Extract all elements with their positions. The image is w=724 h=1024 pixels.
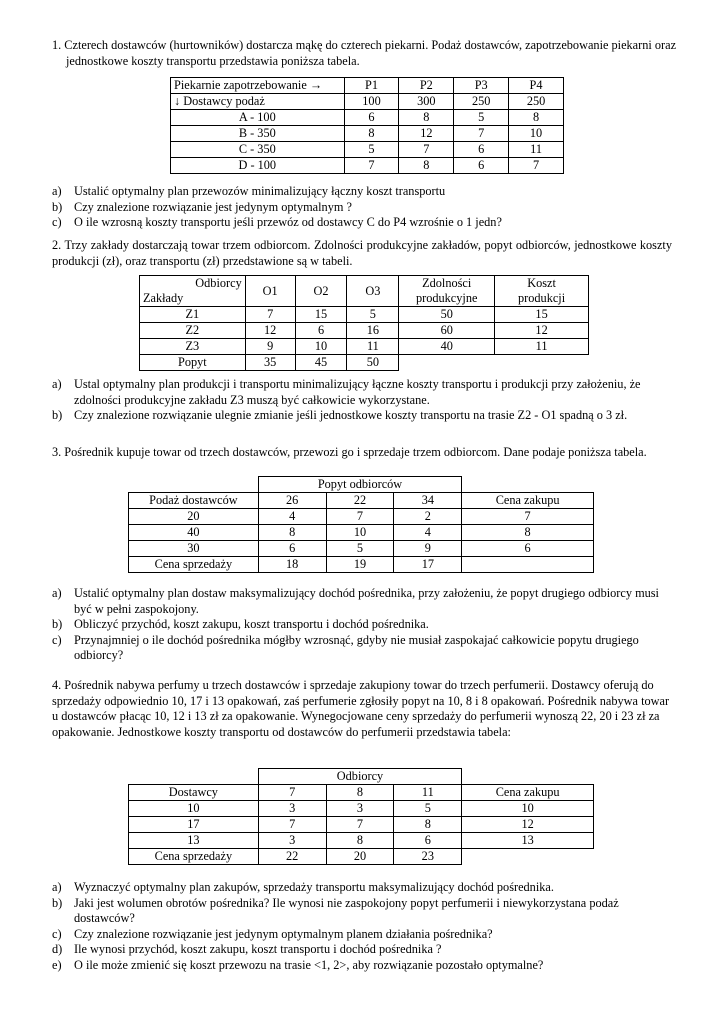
p2-row-label: Z2 bbox=[140, 323, 246, 339]
item-text: Ustal optymalny plan produkcji i transportu minimalizujący łączne koszty transportu i produkcji przy założeniu, że zdolności produkcyjne zakładu Z3 muszą być całkowicie wykorzystane. bbox=[74, 377, 641, 407]
p2-col: O1 bbox=[245, 276, 295, 307]
p1-cell: 5 bbox=[454, 110, 509, 126]
p3-purchase-price: 6 bbox=[462, 541, 594, 557]
p1-row-label: B - 350 bbox=[171, 126, 345, 142]
p1-cell: 10 bbox=[509, 126, 564, 142]
list-item bbox=[52, 927, 672, 943]
table-row bbox=[171, 142, 564, 158]
table-row bbox=[140, 323, 589, 339]
item-text: Czy znalezione rozwiązanie ulegnie zmianie jeśli jednostkowe koszty transportu na trasie Z2 - O1 spadną o 3 zł. bbox=[74, 408, 628, 423]
p1-demand: 100 bbox=[344, 94, 399, 110]
list-item bbox=[52, 633, 672, 664]
table-row bbox=[171, 126, 564, 142]
p3-cell: 2 bbox=[394, 509, 462, 525]
problem-1-intro: 1. Czterech dostawców (hurtowników) dostarcza mąkę do czterech piekarni. Podaż dostawców, zapotrzebowanie piekarni oraz jednostkowe koszty transportu przedstawia poniższa tabela. bbox=[52, 38, 677, 68]
p3-cell: 4 bbox=[394, 525, 462, 541]
p1-cell: 6 bbox=[454, 158, 509, 174]
p4-cell: 7 bbox=[258, 817, 326, 833]
problem-3-intro: 3. Pośrednik kupuje towar od trzech dostawców, przewozi go i sprzedaje trzem odbiorcom. Dane podaje poniższa tabela. bbox=[52, 445, 647, 459]
p2-cell: 9 bbox=[245, 339, 295, 355]
item-text: Ustalić optymalny plan dostaw maksymalizujący dochód pośrednika, przy założeniu, że popyt drugiego odbiorcy musi być w pełni zaspokojony. bbox=[74, 586, 659, 616]
p1-header-demand: Piekarnie zapotrzebowanie → bbox=[171, 78, 345, 94]
p2-col: O2 bbox=[295, 276, 347, 307]
item-letter: b) bbox=[52, 408, 63, 423]
p4-cell: 8 bbox=[394, 817, 462, 833]
p3-header-podaz: Podaż dostawców bbox=[129, 493, 259, 509]
item-letter: a) bbox=[52, 377, 62, 391]
p4-col: 8 bbox=[326, 785, 394, 801]
p1-cell: 7 bbox=[399, 142, 454, 158]
p2-header-produkcji: produkcji bbox=[495, 291, 589, 307]
p1-cell: 7 bbox=[509, 158, 564, 174]
p2-popyt: 35 bbox=[245, 355, 295, 371]
p1-row-label: A - 100 bbox=[171, 110, 345, 126]
p2-header-zdolnosci: Zdolności bbox=[399, 276, 495, 292]
p4-cell: 3 bbox=[258, 801, 326, 817]
p1-demand: 300 bbox=[399, 94, 454, 110]
p2-capacity: 40 bbox=[399, 339, 495, 355]
p1-cell: 8 bbox=[344, 126, 399, 142]
p3-row-label: 30 bbox=[129, 541, 259, 557]
item-text: Wyznaczyć optymalny plan zakupów, sprzedaży transportu maksymalizujący dochód pośrednika. bbox=[74, 880, 554, 894]
p2-cell: 15 bbox=[295, 307, 347, 323]
p2-header-produkcyjne: produkcyjne bbox=[399, 291, 495, 307]
p2-row-label: Z1 bbox=[140, 307, 246, 323]
p1-header-supply: ↓ Dostawcy podaż bbox=[171, 94, 345, 110]
p1-cell: 12 bbox=[399, 126, 454, 142]
list-item bbox=[52, 408, 672, 424]
p2-cell: 16 bbox=[347, 323, 399, 339]
p2-header-koszt: Koszt bbox=[495, 276, 589, 292]
list-item bbox=[52, 942, 672, 958]
p1-row-label: D - 100 bbox=[171, 158, 345, 174]
problem-2-questions bbox=[52, 377, 672, 424]
item-letter: b) bbox=[52, 617, 63, 632]
p3-col: 34 bbox=[394, 493, 462, 509]
p2-prod-cost: 15 bbox=[495, 307, 589, 323]
p1-cell: 8 bbox=[509, 110, 564, 126]
item-text: O ile może zmienić się koszt przewozu na trasie <1, 2>, aby rozwiązanie pozostało optymalne? bbox=[74, 957, 544, 972]
item-text: Ile wynosi przychód, koszt zakupu, koszt transportu i dochód pośrednika ? bbox=[74, 942, 442, 957]
item-letter: b) bbox=[52, 199, 63, 214]
p2-prod-cost: 12 bbox=[495, 323, 589, 339]
p4-cell: 8 bbox=[326, 833, 394, 849]
p4-cell: 6 bbox=[394, 833, 462, 849]
p4-header-dostawcy: Dostawcy bbox=[129, 785, 259, 801]
p3-row-label: 20 bbox=[129, 509, 259, 525]
p1-col: P3 bbox=[454, 78, 509, 94]
item-letter: d) bbox=[52, 942, 63, 957]
item-letter: a) bbox=[52, 184, 62, 198]
p3-sale-price: 17 bbox=[394, 557, 462, 573]
item-letter: c) bbox=[52, 632, 62, 647]
problem-4-table bbox=[128, 768, 594, 865]
table-row bbox=[140, 339, 589, 355]
p3-cell: 10 bbox=[326, 525, 394, 541]
p4-sale-price: 22 bbox=[258, 849, 326, 865]
p3-header-popyt: Popyt odbiorców bbox=[258, 477, 461, 493]
p4-col: 7 bbox=[258, 785, 326, 801]
p3-sale-price: 19 bbox=[326, 557, 394, 573]
p2-cell: 5 bbox=[347, 307, 399, 323]
table-row bbox=[129, 833, 594, 849]
table-row bbox=[129, 801, 594, 817]
item-letter: e) bbox=[52, 957, 62, 972]
item-text: Przynajmniej o ile dochód pośrednika mógłby wzrosnąć, gdyby nie musiał zaspokajać całkowicie popytu drugiego odbiorcy? bbox=[74, 632, 639, 663]
p3-cell: 4 bbox=[258, 509, 326, 525]
p4-sale-price: 23 bbox=[394, 849, 462, 865]
p3-sale-price: 18 bbox=[258, 557, 326, 573]
p1-demand: 250 bbox=[454, 94, 509, 110]
p4-row-label: 10 bbox=[129, 801, 259, 817]
list-item bbox=[52, 184, 672, 200]
list-item bbox=[52, 880, 672, 896]
list-item bbox=[52, 896, 672, 927]
p4-sale-label: Cena sprzedaży bbox=[129, 849, 259, 865]
p2-cell: 7 bbox=[245, 307, 295, 323]
p4-cell: 3 bbox=[258, 833, 326, 849]
p3-purchase-price: 7 bbox=[462, 509, 594, 525]
p3-sale-label: Cena sprzedaży bbox=[129, 557, 259, 573]
problem-4-intro: 4. Pośrednik nabywa perfumy u trzech dostawców i sprzedaje zakupiony towar do trzech perfumerii. Dostawcy oferują do sprzedaży odpowiednio 10, 17 i 13 opakowań, zaś perfumerie zgłosiły popyt na 10, 8 i 8 opakowań. Pośrednik nabywa towar u dostawców płacąc 10, 12 i 13 zł za opakowanie. Wynegocjowane ceny sprzedaży do perfumerii wynoszą 22, 20 i 23 zł za opakowanie. Jednostkowe koszty transportu od dostawców do perfumerii przedstawia tabela: bbox=[52, 678, 670, 739]
item-letter: c) bbox=[52, 926, 62, 941]
problem-3-questions bbox=[52, 586, 672, 664]
table-row bbox=[129, 557, 594, 573]
p1-cell: 7 bbox=[454, 126, 509, 142]
item-letter: a) bbox=[52, 880, 62, 894]
list-item bbox=[52, 215, 672, 231]
p4-row-label: 17 bbox=[129, 817, 259, 833]
item-text: Czy znalezione rozwiązanie jest jedynym optymalnym ? bbox=[74, 199, 352, 214]
table-row bbox=[171, 110, 564, 126]
p2-header-odbiorcy: Odbiorcy bbox=[140, 276, 246, 292]
p1-col: P4 bbox=[509, 78, 564, 94]
list-item bbox=[52, 586, 672, 617]
table-row bbox=[129, 817, 594, 833]
p4-row-label: 13 bbox=[129, 833, 259, 849]
p2-popyt: 50 bbox=[347, 355, 399, 371]
problem-3-table bbox=[128, 476, 594, 573]
item-text: Ustalić optymalny plan przewozów minimalizujący łączny koszt transportu bbox=[74, 184, 446, 198]
p2-popyt-label: Popyt bbox=[140, 355, 246, 371]
list-item bbox=[52, 200, 672, 216]
p2-capacity: 50 bbox=[399, 307, 495, 323]
list-item bbox=[52, 617, 672, 633]
p2-header-zaklady: Zakłady bbox=[140, 291, 246, 307]
p2-row-label: Z3 bbox=[140, 339, 246, 355]
p2-cell: 6 bbox=[295, 323, 347, 339]
table-row bbox=[129, 849, 594, 865]
list-item bbox=[52, 958, 672, 974]
p2-cell: 12 bbox=[245, 323, 295, 339]
p3-header-cena: Cena zakupu bbox=[462, 493, 594, 509]
p3-cell: 9 bbox=[394, 541, 462, 557]
p1-cell: 7 bbox=[344, 158, 399, 174]
p4-cell: 5 bbox=[394, 801, 462, 817]
problem-1-questions bbox=[52, 184, 672, 231]
table-row bbox=[171, 158, 564, 174]
p4-header-odbiorcy: Odbiorcy bbox=[258, 769, 461, 785]
p2-cell: 11 bbox=[347, 339, 399, 355]
table-row bbox=[140, 307, 589, 323]
p4-purchase-price: 13 bbox=[462, 833, 594, 849]
p2-col: O3 bbox=[347, 276, 399, 307]
p4-cell: 3 bbox=[326, 801, 394, 817]
item-text: Czy znalezione rozwiązanie jest jedynym optymalnym planem działania pośrednika? bbox=[74, 926, 493, 941]
p4-header-cena: Cena zakupu bbox=[462, 785, 594, 801]
table-row bbox=[129, 541, 594, 557]
p2-capacity: 60 bbox=[399, 323, 495, 339]
table-row bbox=[140, 355, 589, 371]
problem-2-intro: 2. Trzy zakłady dostarczają towar trzem odbiorcom. Zdolności produkcyjne zakładów, popyt odbiorców, jednostkowe koszty produkcji (zł), oraz transportu (zł) przedstawione są w tabeli. bbox=[52, 238, 672, 268]
p1-cell: 6 bbox=[344, 110, 399, 126]
p1-cell: 8 bbox=[399, 158, 454, 174]
p1-col: P2 bbox=[399, 78, 454, 94]
problem-1-table bbox=[170, 77, 564, 174]
p1-cell: 6 bbox=[454, 142, 509, 158]
p1-row-label: C - 350 bbox=[171, 142, 345, 158]
p3-row-label: 40 bbox=[129, 525, 259, 541]
p2-prod-cost: 11 bbox=[495, 339, 589, 355]
p3-cell: 5 bbox=[326, 541, 394, 557]
item-letter: c) bbox=[52, 215, 62, 230]
item-letter: b) bbox=[52, 895, 63, 910]
p4-cell: 7 bbox=[326, 817, 394, 833]
list-item bbox=[52, 377, 672, 408]
p4-purchase-price: 12 bbox=[462, 817, 594, 833]
item-text: Obliczyć przychód, koszt zakupu, koszt transportu i dochód pośrednika. bbox=[74, 617, 429, 632]
p2-cell: 10 bbox=[295, 339, 347, 355]
p3-col: 22 bbox=[326, 493, 394, 509]
item-text: Jaki jest wolumen obrotów pośrednika? Ile wynosi nie zaspokojony popyt perfumerii i niewykorzystana podaż dostawców? bbox=[74, 895, 619, 926]
p3-cell: 6 bbox=[258, 541, 326, 557]
p3-col: 26 bbox=[258, 493, 326, 509]
item-text: O ile wzrosną koszty transportu jeśli przewóz od dostawcy C do P4 wzrośnie o 1 jedn? bbox=[74, 215, 502, 230]
p4-col: 11 bbox=[394, 785, 462, 801]
problem-4-questions bbox=[52, 880, 672, 974]
problem-2-table bbox=[139, 275, 589, 371]
item-letter: a) bbox=[52, 586, 62, 600]
p2-popyt: 45 bbox=[295, 355, 347, 371]
table-row bbox=[129, 525, 594, 541]
p1-cell: 8 bbox=[399, 110, 454, 126]
table-row bbox=[129, 509, 594, 525]
p1-col: P1 bbox=[344, 78, 399, 94]
p1-cell: 11 bbox=[509, 142, 564, 158]
p4-sale-price: 20 bbox=[326, 849, 394, 865]
p4-purchase-price: 10 bbox=[462, 801, 594, 817]
p3-purchase-price: 8 bbox=[462, 525, 594, 541]
p1-cell: 5 bbox=[344, 142, 399, 158]
p1-demand: 250 bbox=[509, 94, 564, 110]
p3-cell: 7 bbox=[326, 509, 394, 525]
p3-cell: 8 bbox=[258, 525, 326, 541]
